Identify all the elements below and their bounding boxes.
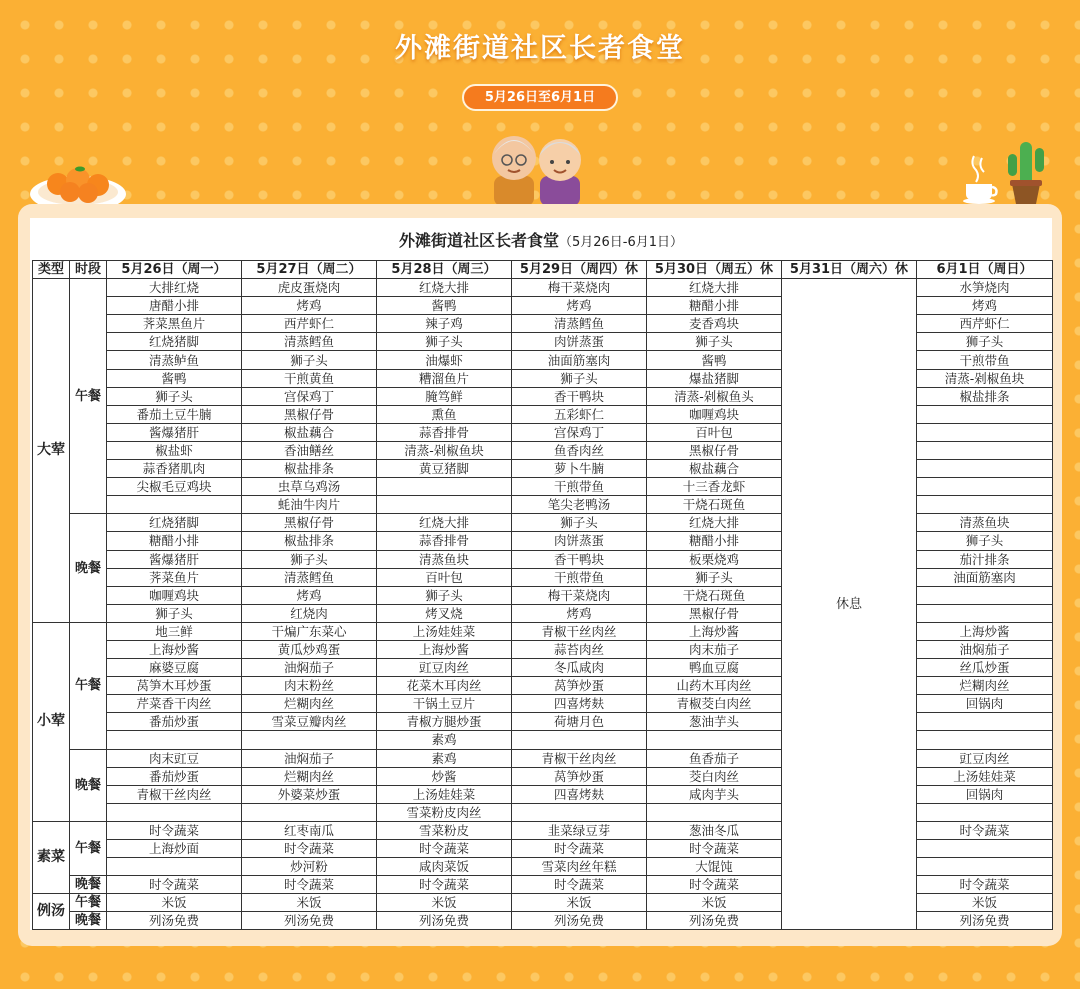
page-title: 外滩街道社区长者食堂 — [395, 33, 685, 64]
dish-cell: 黑椒仔骨 — [647, 604, 782, 622]
dish-cell: 列汤免费 — [107, 912, 242, 930]
dish-cell: 红烧大排 — [377, 279, 512, 297]
dish-cell: 椒盐排条 — [242, 532, 377, 550]
dish-cell: 酱鸭 — [107, 369, 242, 387]
dish-cell: 番茄炒蛋 — [107, 713, 242, 731]
dish-cell: 大馄饨 — [647, 858, 782, 876]
dish-cell — [107, 803, 242, 821]
cactus-plant-icon — [1004, 136, 1048, 206]
dish-cell: 番茄炒蛋 — [107, 767, 242, 785]
dish-cell: 狮子头 — [377, 586, 512, 604]
dish-cell: 时令蔬菜 — [242, 876, 377, 894]
dish-cell: 山药木耳肉丝 — [647, 677, 782, 695]
dish-cell: 肉末茄子 — [647, 640, 782, 658]
menu-sheet — [30, 218, 1052, 930]
dish-cell: 十三香龙虾 — [647, 478, 782, 496]
dish-cell: 腌笃鲜 — [377, 387, 512, 405]
dish-cell: 肉饼蒸蛋 — [512, 333, 647, 351]
dish-cell — [917, 858, 1053, 876]
dish-cell: 上汤娃娃菜 — [377, 785, 512, 803]
dish-cell: 糖醋小排 — [107, 532, 242, 550]
dish-cell: 时令蔬菜 — [107, 876, 242, 894]
dish-cell: 红烧大排 — [377, 514, 512, 532]
table-row — [33, 279, 1053, 297]
dish-cell: 五彩虾仁 — [512, 405, 647, 423]
dish-cell: 清蒸-剁椒鱼块 — [377, 441, 512, 459]
dish-cell: 虫草乌鸡汤 — [242, 478, 377, 496]
column-header: 类型 — [33, 261, 70, 279]
dish-cell: 狮子头 — [242, 550, 377, 568]
period-cell: 午餐 — [70, 821, 107, 875]
dish-cell: 米饭 — [512, 894, 647, 912]
dish-cell: 干煎带鱼 — [917, 351, 1053, 369]
dish-cell: 时令蔬菜 — [647, 876, 782, 894]
dish-cell — [377, 496, 512, 514]
dish-cell: 油面筋塞肉 — [512, 351, 647, 369]
column-header: 5月31日（周六）休 — [782, 261, 917, 279]
dish-cell: 葱油冬瓜 — [647, 821, 782, 839]
sheet-title — [30, 218, 1052, 260]
category-cell: 小荤 — [33, 622, 70, 821]
dish-cell: 百叶包 — [647, 423, 782, 441]
dish-cell: 爆盐猪脚 — [647, 369, 782, 387]
dish-cell — [242, 731, 377, 749]
dish-cell: 葱油芋头 — [647, 713, 782, 731]
dish-cell: 列汤免费 — [917, 912, 1053, 930]
dish-cell: 豇豆肉丝 — [377, 659, 512, 677]
dish-cell: 列汤免费 — [647, 912, 782, 930]
dish-cell: 花菜木耳肉丝 — [377, 677, 512, 695]
dish-cell: 狮子头 — [512, 514, 647, 532]
dish-cell: 红枣南瓜 — [242, 821, 377, 839]
dish-cell: 荷塘月色 — [512, 713, 647, 731]
dish-cell: 清蒸-剁椒鱼头 — [647, 387, 782, 405]
dish-cell: 青椒干丝肉丝 — [107, 785, 242, 803]
dish-cell: 黄豆猪脚 — [377, 460, 512, 478]
dish-cell: 唐醋小排 — [107, 297, 242, 315]
dish-cell: 蚝油牛肉片 — [242, 496, 377, 514]
dish-cell: 米饭 — [107, 894, 242, 912]
dish-cell: 狮子头 — [512, 369, 647, 387]
dish-cell: 青椒方腿炒蛋 — [377, 713, 512, 731]
dish-cell: 时令蔬菜 — [917, 876, 1053, 894]
dish-cell: 狮子头 — [647, 333, 782, 351]
dish-cell: 时令蔬菜 — [647, 840, 782, 858]
dish-cell — [917, 405, 1053, 423]
dish-cell — [512, 731, 647, 749]
dish-cell: 清蒸鳕鱼 — [512, 315, 647, 333]
dish-cell: 荠菜鱼片 — [107, 568, 242, 586]
dish-cell: 清蒸-剁椒鱼块 — [917, 369, 1053, 387]
dish-cell: 番茄土豆牛腩 — [107, 405, 242, 423]
dish-cell: 清蒸鲈鱼 — [107, 351, 242, 369]
dish-cell: 蒜苔肉丝 — [512, 640, 647, 658]
dish-cell: 红烧大排 — [647, 279, 782, 297]
dish-cell: 四喜烤麸 — [512, 785, 647, 803]
dish-cell: 烂糊肉丝 — [242, 695, 377, 713]
dish-cell: 糖醋小排 — [647, 297, 782, 315]
dish-cell: 笔尖老鸭汤 — [512, 496, 647, 514]
period-cell: 午餐 — [70, 279, 107, 514]
dish-cell: 西芹虾仁 — [917, 315, 1053, 333]
column-header: 时段 — [70, 261, 107, 279]
dish-cell: 油爆虾 — [377, 351, 512, 369]
dish-cell: 茄汁排条 — [917, 550, 1053, 568]
dish-cell: 素鸡 — [377, 731, 512, 749]
dish-cell: 椒盐排条 — [917, 387, 1053, 405]
dish-cell — [917, 713, 1053, 731]
dish-cell: 辣子鸡 — [377, 315, 512, 333]
category-cell: 例汤 — [33, 894, 70, 930]
dish-cell: 清蒸鳕鱼 — [242, 568, 377, 586]
dish-cell: 素鸡 — [377, 749, 512, 767]
dish-cell: 莴笋炒蛋 — [512, 677, 647, 695]
header-row — [33, 261, 1053, 279]
dish-cell — [917, 460, 1053, 478]
dish-cell: 时令蔬菜 — [377, 840, 512, 858]
dish-cell: 香干鸭块 — [512, 550, 647, 568]
dish-cell: 冬瓜咸肉 — [512, 659, 647, 677]
dish-cell: 外婆菜炒蛋 — [242, 785, 377, 803]
dish-cell: 黑椒仔骨 — [647, 441, 782, 459]
dish-cell: 莴笋炒蛋 — [512, 767, 647, 785]
dish-cell: 上海炒酱 — [917, 622, 1053, 640]
dish-cell: 上海炒酱 — [377, 640, 512, 658]
dish-cell: 狮子头 — [917, 333, 1053, 351]
dish-cell: 油焖茄子 — [917, 640, 1053, 658]
dish-cell: 板栗烧鸡 — [647, 550, 782, 568]
dish-cell: 雪菜粉皮 — [377, 821, 512, 839]
dish-cell: 麻婆豆腐 — [107, 659, 242, 677]
dish-cell: 时令蔬菜 — [512, 840, 647, 858]
dish-cell: 上海炒面 — [107, 840, 242, 858]
dish-cell: 香油鳝丝 — [242, 441, 377, 459]
date-range-badge: 5月26日至6月1日 — [462, 84, 618, 111]
dish-cell — [647, 731, 782, 749]
dish-cell: 酱鸭 — [377, 297, 512, 315]
dish-cell: 回锅肉 — [917, 695, 1053, 713]
dish-cell: 干锅土豆片 — [377, 695, 512, 713]
dish-cell: 咖喱鸡块 — [647, 405, 782, 423]
menu-table — [32, 260, 1053, 930]
dish-cell — [917, 731, 1053, 749]
dish-cell: 尖椒毛豆鸡块 — [107, 478, 242, 496]
dish-cell: 回锅肉 — [917, 785, 1053, 803]
dish-cell: 上海炒酱 — [107, 640, 242, 658]
dish-cell: 肉末豇豆 — [107, 749, 242, 767]
dish-cell: 西芹虾仁 — [242, 315, 377, 333]
dish-cell: 丝瓜炒蛋 — [917, 659, 1053, 677]
period-cell: 晚餐 — [70, 912, 107, 930]
dish-cell: 上海炒酱 — [647, 622, 782, 640]
dish-cell: 烂糊肉丝 — [917, 677, 1053, 695]
dish-cell: 红烧猪脚 — [107, 514, 242, 532]
dish-cell: 莴笋木耳炒蛋 — [107, 677, 242, 695]
dish-cell: 列汤免费 — [377, 912, 512, 930]
dish-cell: 鱼香茄子 — [647, 749, 782, 767]
dish-cell — [917, 840, 1053, 858]
dish-cell: 狮子头 — [107, 387, 242, 405]
dish-cell: 虎皮蛋烧肉 — [242, 279, 377, 297]
period-cell: 午餐 — [70, 894, 107, 912]
dish-cell: 狮子头 — [917, 532, 1053, 550]
dish-cell: 鱼香肉丝 — [512, 441, 647, 459]
dish-cell: 干烧石斑鱼 — [647, 496, 782, 514]
dish-cell: 列汤免费 — [512, 912, 647, 930]
category-cell: 素菜 — [33, 821, 70, 893]
dish-cell: 百叶包 — [377, 568, 512, 586]
dish-cell: 鸭血豆腐 — [647, 659, 782, 677]
dish-cell: 炒河粉 — [242, 858, 377, 876]
dish-cell: 干煎带鱼 — [512, 568, 647, 586]
dish-cell: 狮子头 — [647, 568, 782, 586]
dish-cell: 时令蔬菜 — [917, 821, 1053, 839]
dish-cell: 酱爆猪肝 — [107, 550, 242, 568]
dish-cell: 时令蔬菜 — [242, 840, 377, 858]
dish-cell: 米饭 — [377, 894, 512, 912]
dish-cell: 麦香鸡块 — [647, 315, 782, 333]
column-header: 5月27日（周二） — [242, 261, 377, 279]
dish-cell: 黑椒仔骨 — [242, 514, 377, 532]
dish-cell: 梅干菜烧肉 — [512, 279, 647, 297]
dish-cell: 香干鸭块 — [512, 387, 647, 405]
dish-cell: 蒜香排骨 — [377, 532, 512, 550]
dish-cell: 烤鸡 — [512, 297, 647, 315]
dish-cell: 肉末粉丝 — [242, 677, 377, 695]
dish-cell: 地三鲜 — [107, 622, 242, 640]
column-header: 5月29日（周四）休 — [512, 261, 647, 279]
sheet-subtitle: （5月26日-6月1日） — [558, 235, 684, 250]
dish-cell: 油焖茄子 — [242, 659, 377, 677]
dish-cell: 清蒸鱼块 — [377, 550, 512, 568]
dish-cell: 蒜香猪肌肉 — [107, 460, 242, 478]
dish-cell: 咸肉芋头 — [647, 785, 782, 803]
dish-cell: 烤鸡 — [917, 297, 1053, 315]
dish-cell: 豇豆肉丝 — [917, 749, 1053, 767]
dish-cell: 茭白肉丝 — [647, 767, 782, 785]
dish-cell: 青椒干丝肉丝 — [512, 749, 647, 767]
dish-cell: 干煎带鱼 — [512, 478, 647, 496]
dish-cell: 红烧肉 — [242, 604, 377, 622]
dish-cell: 黑椒仔骨 — [242, 405, 377, 423]
dish-cell: 宫保鸡丁 — [512, 423, 647, 441]
dish-cell: 椒盐藕合 — [242, 423, 377, 441]
dish-cell — [917, 478, 1053, 496]
dish-cell — [107, 496, 242, 514]
dish-cell: 韭菜绿豆芽 — [512, 821, 647, 839]
column-header: 5月30日（周五）休 — [647, 261, 782, 279]
dish-cell: 肉饼蒸蛋 — [512, 532, 647, 550]
dish-cell: 雪菜豆瓣肉丝 — [242, 713, 377, 731]
dish-cell — [647, 803, 782, 821]
period-cell: 晚餐 — [70, 514, 107, 623]
dish-cell: 清蒸鱼块 — [917, 514, 1053, 532]
dish-cell: 干煸广东菜心 — [242, 622, 377, 640]
elderly-couple-icon — [484, 126, 588, 206]
dish-cell: 青椒茭白肉丝 — [647, 695, 782, 713]
dish-cell — [917, 604, 1053, 622]
period-cell: 晚餐 — [70, 876, 107, 894]
dish-cell: 雪菜肉丝年糕 — [512, 858, 647, 876]
dish-cell: 时令蔬菜 — [377, 876, 512, 894]
dish-cell: 米饭 — [242, 894, 377, 912]
dish-cell: 酱爆猪肝 — [107, 423, 242, 441]
dish-cell: 油面筋塞肉 — [917, 568, 1053, 586]
dish-cell: 黄瓜炒鸡蛋 — [242, 640, 377, 658]
dish-cell: 糟溜鱼片 — [377, 369, 512, 387]
dish-cell: 咸肉菜饭 — [377, 858, 512, 876]
dish-cell: 椒盐藕合 — [647, 460, 782, 478]
dish-cell: 红烧猪脚 — [107, 333, 242, 351]
dish-cell: 椒盐排条 — [242, 460, 377, 478]
dish-cell: 油焖茄子 — [242, 749, 377, 767]
dish-cell: 宫保鸡丁 — [242, 387, 377, 405]
dish-cell: 米饭 — [917, 894, 1053, 912]
dish-cell: 狮子头 — [377, 333, 512, 351]
dish-cell: 酱鸭 — [647, 351, 782, 369]
dish-cell: 椒盐虾 — [107, 441, 242, 459]
dish-cell: 上汤娃娃菜 — [917, 767, 1053, 785]
column-header: 5月26日（周一） — [107, 261, 242, 279]
dish-cell — [242, 803, 377, 821]
dish-cell: 清蒸鳕鱼 — [242, 333, 377, 351]
coffee-cup-icon — [960, 152, 1000, 204]
dish-cell: 时令蔬菜 — [512, 876, 647, 894]
dish-cell: 红烧大排 — [647, 514, 782, 532]
dish-cell: 炒酱 — [377, 767, 512, 785]
period-cell: 晚餐 — [70, 749, 107, 821]
dish-cell — [917, 496, 1053, 514]
dish-cell — [917, 441, 1053, 459]
period-cell: 午餐 — [70, 622, 107, 749]
dish-cell: 糖醋小排 — [647, 532, 782, 550]
dish-cell — [107, 731, 242, 749]
dish-cell: 萝卜牛腩 — [512, 460, 647, 478]
dish-cell: 干煎黄鱼 — [242, 369, 377, 387]
dish-cell: 烤鸡 — [512, 604, 647, 622]
dish-cell: 列汤免费 — [242, 912, 377, 930]
dish-cell: 水笋烧肉 — [917, 279, 1053, 297]
category-cell: 大荤 — [33, 279, 70, 623]
dish-cell: 熏鱼 — [377, 405, 512, 423]
dish-cell: 烂糊肉丝 — [242, 767, 377, 785]
dish-cell — [917, 423, 1053, 441]
dish-cell: 狮子头 — [242, 351, 377, 369]
dish-cell: 时令蔬菜 — [107, 821, 242, 839]
dish-cell: 大排红烧 — [107, 279, 242, 297]
dish-cell — [917, 803, 1053, 821]
sheet-title-text: 外滩街道社区长者食堂 — [398, 231, 559, 250]
dish-cell: 荠菜黑鱼片 — [107, 315, 242, 333]
dish-cell: 烤叉烧 — [377, 604, 512, 622]
dish-cell: 烤鸡 — [242, 586, 377, 604]
dish-cell: 干烧石斑鱼 — [647, 586, 782, 604]
column-header: 6月1日（周日） — [917, 261, 1053, 279]
dish-cell: 四喜烤麸 — [512, 695, 647, 713]
dish-cell: 蒜香排骨 — [377, 423, 512, 441]
dish-cell — [917, 586, 1053, 604]
dish-cell: 米饭 — [647, 894, 782, 912]
dish-cell — [107, 858, 242, 876]
column-header: 5月28日（周三） — [377, 261, 512, 279]
dish-cell: 芹菜香干肉丝 — [107, 695, 242, 713]
dish-cell — [377, 478, 512, 496]
dish-cell: 梅干菜烧肉 — [512, 586, 647, 604]
dish-cell: 青椒干丝肉丝 — [512, 622, 647, 640]
rest-day-cell: 休息 — [782, 279, 917, 930]
dish-cell: 狮子头 — [107, 604, 242, 622]
dish-cell — [512, 803, 647, 821]
dish-cell: 烤鸡 — [242, 297, 377, 315]
dish-cell: 上汤娃娃菜 — [377, 622, 512, 640]
dish-cell: 雪菜粉皮肉丝 — [377, 803, 512, 821]
dish-cell: 咖喱鸡块 — [107, 586, 242, 604]
